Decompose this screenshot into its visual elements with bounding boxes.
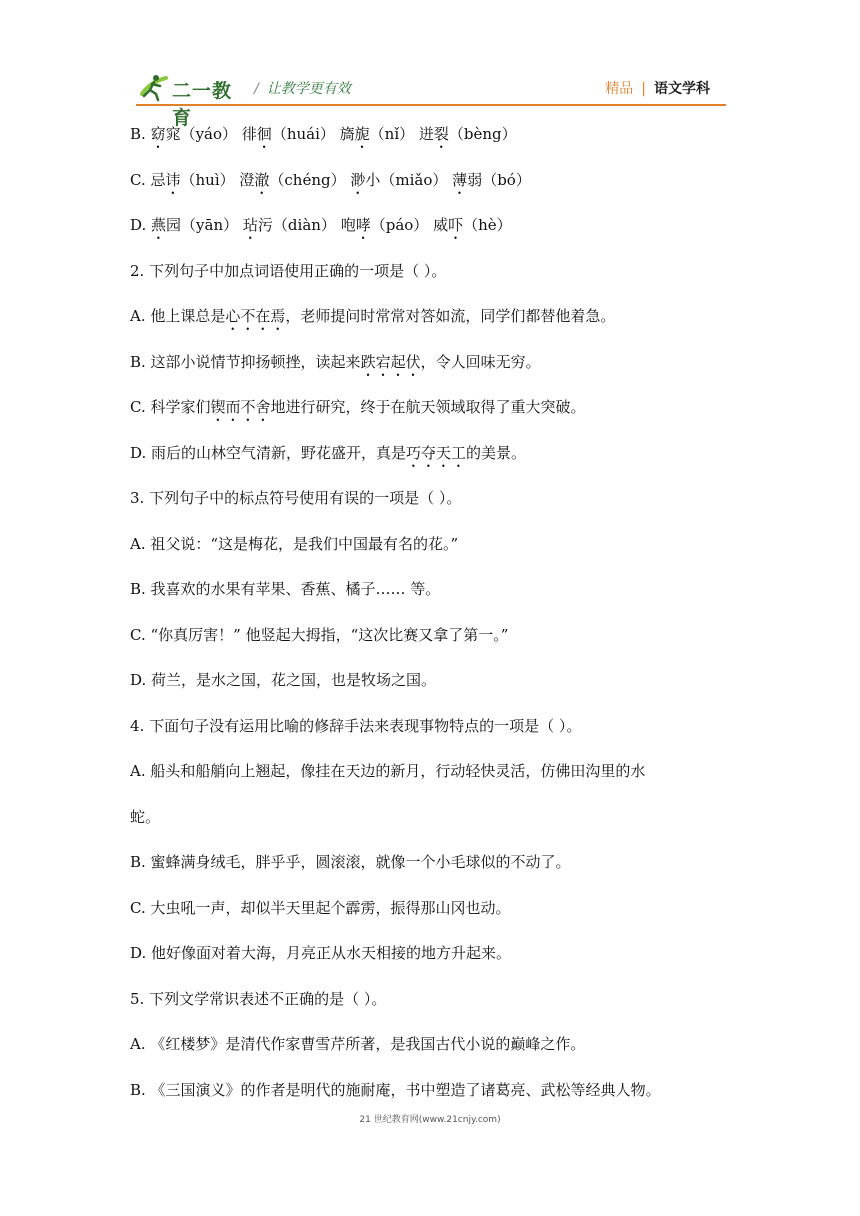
text-line: D. 他好像面对着大海，月亮正从水天相接的地方升起来。 bbox=[130, 944, 512, 962]
text-line: A. 船头和船艄向上翘起，像挂在天边的新月，行动轻快灵活，仿佛田沟里的水 bbox=[130, 762, 646, 780]
emphasized-text: 讳 bbox=[165, 170, 181, 189]
subject-label: 语文学科 bbox=[654, 81, 710, 97]
emphasized-text: 心不在焉 bbox=[225, 307, 286, 325]
quality-tag: 精品 bbox=[605, 81, 634, 97]
emphasized-text: 澈 bbox=[254, 170, 270, 189]
emphasized-text: 薄 bbox=[452, 170, 468, 189]
text-line: A. 《红楼梦》是清代作家曹雪芹所著，是我国古代小说的巅峰之作。 bbox=[130, 1035, 586, 1053]
text-line: 3. 下列句子中的标点符号使用有误的一项是（ ）。 bbox=[130, 489, 462, 507]
emphasized-text: 徊 bbox=[256, 125, 272, 143]
slogan-slash: / bbox=[254, 81, 259, 97]
text-line: 蛇。 bbox=[130, 807, 161, 826]
text-line: C. “你真厉害！” 他竖起大拇指，“这次比赛又拿了第一。” bbox=[130, 625, 509, 644]
text-line: A. 祖父说：“这是梅花，是我们中国最有名的花。” bbox=[130, 534, 459, 553]
text-line: C. 大虫吼一声，却似半天里起个霹雳，振得那山冈也动。 bbox=[130, 898, 511, 917]
emphasized-text: 渺 bbox=[350, 170, 366, 189]
text-line: B. 窈窕（yáo） 徘徊（huái） 旖旎（nǐ） 迸裂（bèng） bbox=[130, 125, 517, 143]
logo-text: 二一教育 bbox=[172, 80, 233, 129]
emphasized-text: 玷 bbox=[242, 216, 258, 234]
emphasized-text: 锲而不舍 bbox=[210, 398, 271, 416]
text-line: D. 燕园（yān） 玷污（diàn） 咆哮（páo） 威吓（hè） bbox=[130, 216, 512, 234]
emphasized-text: 旎 bbox=[354, 125, 370, 143]
header-separator: | bbox=[641, 81, 646, 97]
text-line: B. 《三国演义》的作者是明代的施耐庵，书中塑造了诸葛亮、武松等经典人物。 bbox=[130, 1080, 661, 1099]
text-line: B. 蜜蜂满身绒毛，胖乎乎，圆滚滚，就像一个小毛球似的不动了。 bbox=[130, 853, 571, 871]
emphasized-text: 裂 bbox=[433, 125, 449, 143]
text-line: C. 科学家们锲而不舍地进行研究，终于在航天领域取得了重大突破。 bbox=[130, 398, 586, 416]
text-line: A. 他上课总是心不在焉，老师提问时常常对答如流，同学们都替他着急。 bbox=[130, 307, 616, 325]
emphasized-text: 巧夺天工 bbox=[406, 443, 467, 462]
text-line: B. 我喜欢的水果有苹果、香蕉、橘子…… 等。 bbox=[130, 580, 441, 598]
running-figure-logo-icon bbox=[136, 72, 176, 102]
emphasized-text: 哮 bbox=[355, 216, 371, 234]
header-divider bbox=[136, 104, 726, 106]
page-footer: 21 世纪教育网(www.21cnjy.com) bbox=[359, 1115, 501, 1125]
emphasized-text: 燕 bbox=[151, 216, 167, 234]
header-subject bbox=[605, 78, 710, 98]
emphasized-text: 吓 bbox=[448, 216, 464, 234]
text-line: C. 忌讳（huì） 澄澈（chéng） 渺小（miǎo） 薄弱（bó） bbox=[130, 170, 531, 189]
logo bbox=[136, 72, 248, 129]
emphasized-text: 跌宕起伏 bbox=[360, 352, 421, 371]
text-line: 4. 下面句子没有运用比喻的修辞手法来表现事物特点的一项是（ ）。 bbox=[130, 716, 582, 735]
text-line: 2. 下列句子中加点词语使用正确的一项是（ ）。 bbox=[130, 261, 447, 280]
emphasized-text: 窈 bbox=[150, 125, 166, 143]
slogan bbox=[254, 78, 351, 98]
text-line: D. 荷兰，是水之国，花之国，也是牧场之国。 bbox=[130, 671, 437, 689]
slogan-text: 让教学更有效 bbox=[266, 81, 351, 97]
text-line: B. 这部小说情节抑扬顿挫，读起来跌宕起伏，令人回味无穷。 bbox=[130, 352, 541, 371]
text-line: 5. 下列文学常识表述不正确的是（ ）。 bbox=[130, 989, 387, 1008]
page-header bbox=[0, 0, 860, 129]
document-body bbox=[130, 112, 740, 1113]
text-line: D. 雨后的山林空气清新，野花盛开，真是巧夺天工的美景。 bbox=[130, 443, 527, 462]
